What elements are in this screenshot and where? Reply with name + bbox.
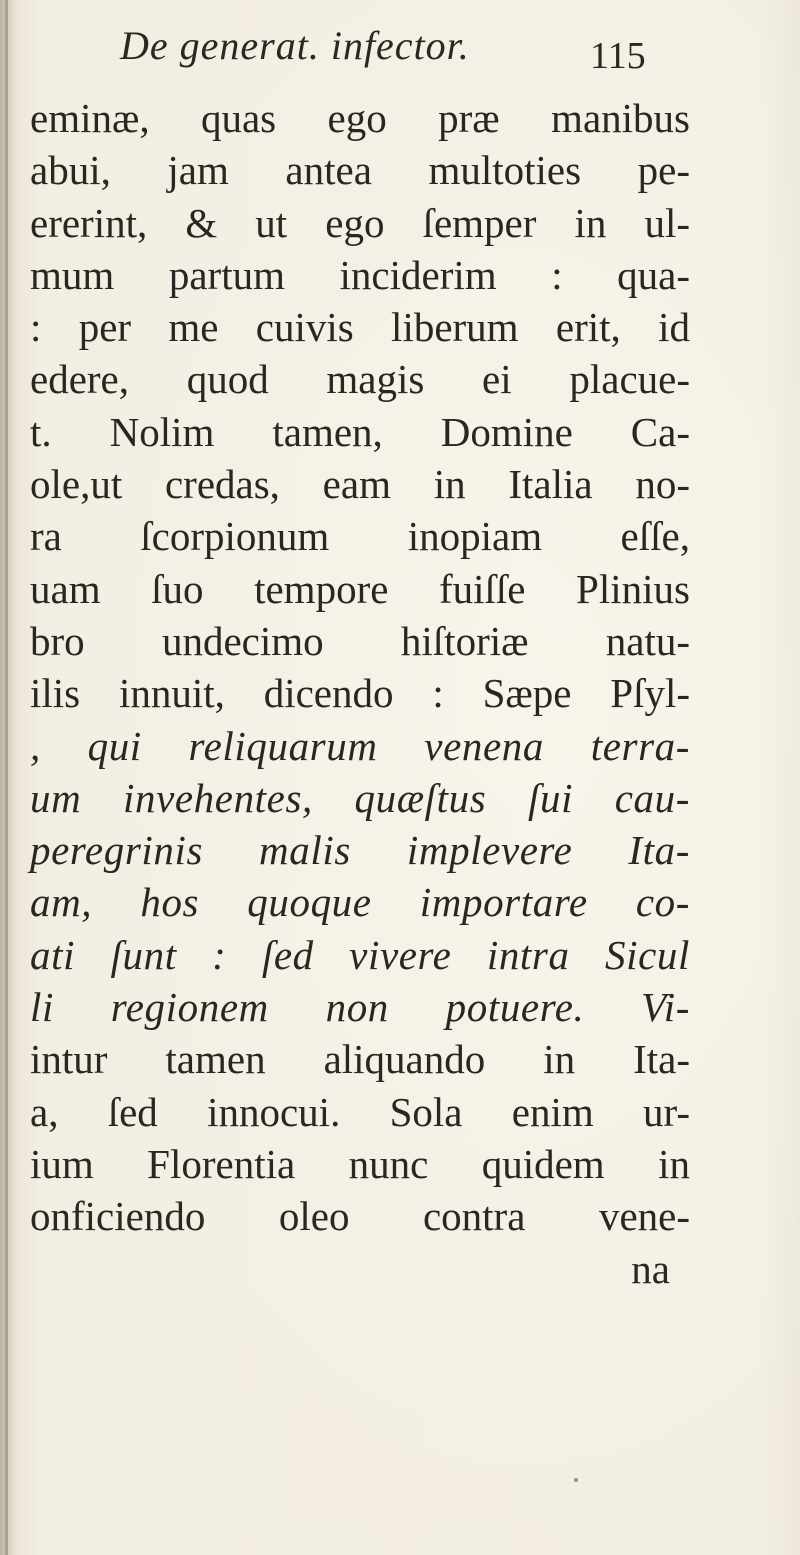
text-line: intur tamen aliquando in Ita-	[30, 1036, 690, 1083]
running-head: De generat. infector.	[120, 23, 470, 68]
text-line: peregrinis malis implevere Ita-	[30, 827, 690, 874]
text-line: bro undecimo hiſtoriæ natu-	[30, 617, 690, 664]
text-line: ium Florentia nunc quidem in	[30, 1140, 690, 1187]
text-line: ra ſcorpionum inopiam eſſe,	[30, 513, 690, 560]
text-line: am, hos quoque importare co-	[30, 879, 690, 926]
catchword: na	[631, 1245, 670, 1292]
text-line: eminæ, quas ego præ manibus	[30, 95, 690, 141]
paper-speck	[574, 1478, 578, 1482]
text-line: uam ſuo tempore fuiſſe Plinius	[30, 565, 690, 612]
text-line: t. Nolim tamen, Domine Ca-	[30, 408, 690, 455]
binding-gutter	[0, 0, 14, 1555]
text-line: ilis innuit, dicendo : Sæpe Pſyl-	[30, 670, 690, 717]
text-line: , qui reliquarum venena terra-	[30, 722, 690, 769]
text-line: um invehentes, quæſtus ſui cau-	[30, 774, 690, 821]
body-text	[30, 92, 690, 1295]
gutter-edge-line	[5, 0, 8, 1555]
text-line: ole,ut credas, eam in Italia no-	[30, 461, 690, 508]
text-line: : per me cuivis liberum erit, id	[30, 304, 690, 351]
text-line: ati ſunt : ſed vivere intra Sicul	[30, 931, 690, 978]
page-number: 115	[590, 35, 646, 77]
text-line: edere, quod magis ei placue-	[30, 356, 690, 403]
text-line: mum partum inciderim : qua-	[30, 251, 690, 298]
text-line: ererint, & ut ego ſemper in ul-	[30, 199, 690, 246]
text-line: a, ſed innocui. Sola enim ur-	[30, 1088, 690, 1135]
text-line: onficiendo oleo contra vene-	[30, 1193, 690, 1240]
text-line: abui, jam antea multoties pe-	[30, 147, 690, 194]
text-line: li regionem non potuere. Vi-	[30, 984, 690, 1031]
